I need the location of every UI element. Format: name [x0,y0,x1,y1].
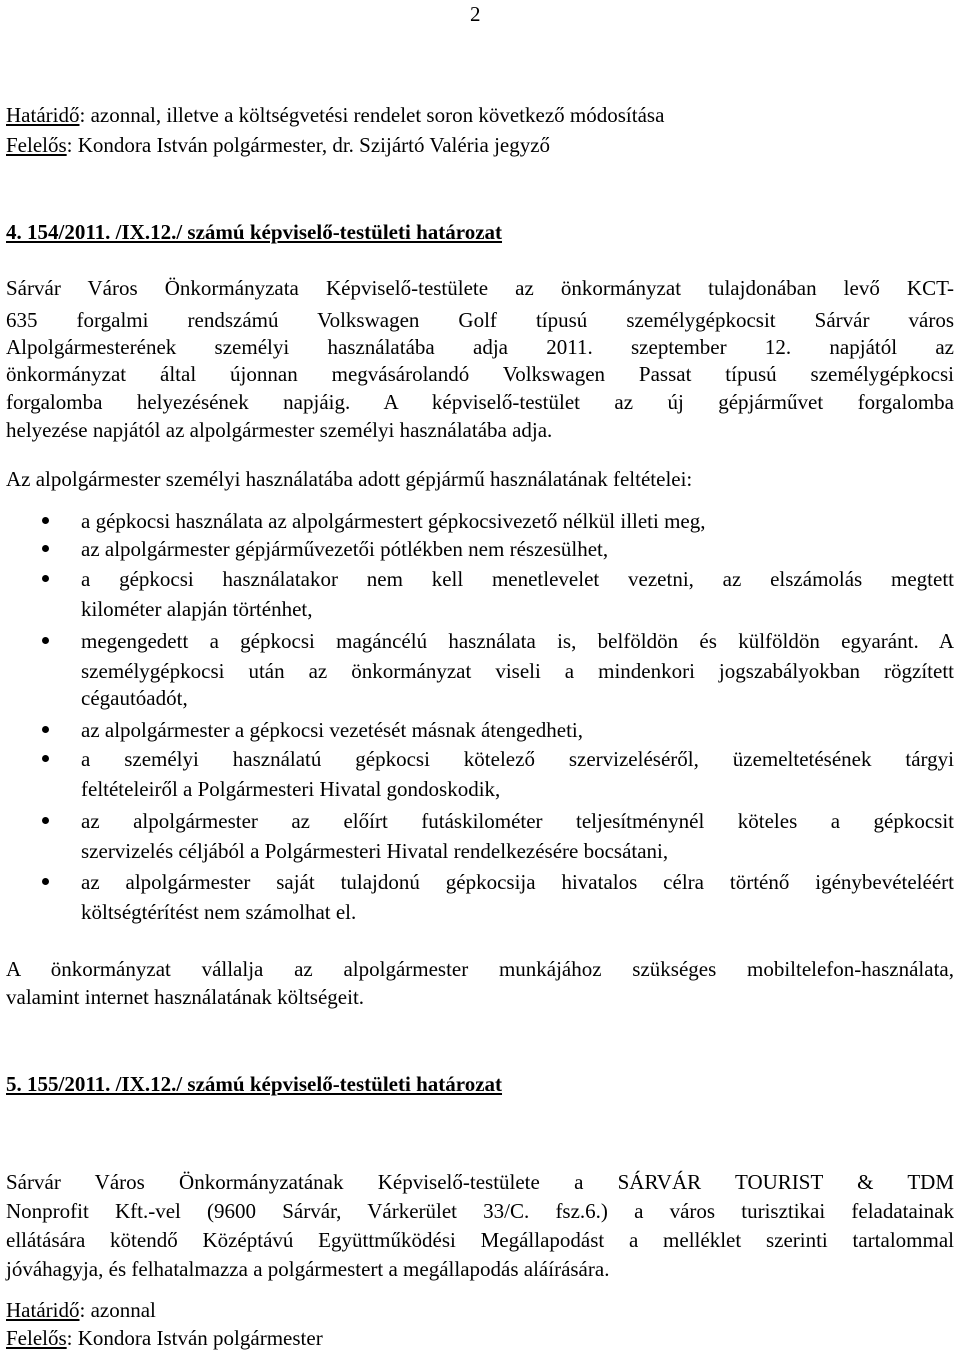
resolution-4-title: 4. 154/2011. /IX.12./ számú képviselő-testületi határozat [6,220,503,244]
responsible-label: Felelős [6,133,67,157]
res4-p1-line: Alpolgármesterének személyi használatába adja 2011. szeptember 12. napjától az [6,335,954,359]
bullet-dot [42,517,49,524]
bullet-text: az alpolgármester gépjárművezetői pótlékben nem részesülhet, [81,537,609,561]
res5-deadline-label: Határidő [6,1298,80,1322]
responsible-line [6,133,550,157]
bullet-text: személygépkocsi után az önkormányzat viseli a mindenkori jogszabályokban rögzített [81,659,954,683]
res4-p2-line: valamint internet használatának költségeit. [6,985,365,1009]
deadline-line [6,103,664,127]
bullet-dot [42,545,49,552]
bullet-dot [42,726,49,733]
page-number: 2 [470,2,481,26]
bullet-dot [42,637,49,644]
res4-p1-line: 635 forgalmi rendszámú Volkswagen Golf típusú személygépkocsit Sárvár város [6,308,954,332]
bullet-text: cégautóadót, [81,686,188,710]
bullet-dot [42,878,49,885]
res5-deadline [6,1298,156,1322]
res5-p1-line: jóváhagyja, és felhatalmazza a polgármestert a megállapodás aláírására. [6,1257,610,1281]
bullet-text: költségtérítést nem számolhat el. [81,900,357,924]
bullet-dot [42,817,49,824]
res5-responsible [6,1326,323,1350]
res4-p2-line: A önkormányzat vállalja az alpolgármester munkájához szükséges mobiltelefon-használata, [6,957,954,981]
bullet-text: a gépkocsi használata az alpolgármestert gépkocsivezető nélkül illeti meg, [81,509,706,533]
bullet-dot [42,755,49,762]
deadline-text: : azonnal, illetve a költségvetési rendelet soron következő módosítása [79,103,665,127]
res4-p1-line: forgalomba helyezésének napjáig. A képviselő-testület az új gépjárművet forgalomba [6,390,954,414]
bullet-text: szervizelés céljából a Polgármesteri Hivatal rendelkezésére bocsátani, [81,839,669,863]
res5-deadline-text: : azonnal [79,1298,156,1322]
bullet-text: megengedett a gépkocsi magáncélú használata is, belföldön és külföldön egyaránt. A [81,629,954,653]
bullet-text: az alpolgármester a gépkocsi vezetését másnak átengedheti, [81,718,584,742]
responsible-text: : Kondora István polgármester, dr. Szijártó Valéria jegyző [66,133,551,157]
res5-responsible-text: : Kondora István polgármester [66,1326,323,1350]
bullet-text: feltételeiről a Polgármesteri Hivatal gondoskodik, [81,777,501,801]
conditions-intro: Az alpolgármester személyi használatába adott gépjármű használatának feltételei: [6,467,693,491]
bullet-text: a gépkocsi használatakor nem kell menetlevelet vezetni, az elszámolás megtett [81,567,954,591]
res5-p1-line: Sárvár Város Önkormányzatának Képviselő-testülete a SÁRVÁR TOURIST & TDM [6,1170,954,1194]
bullet-text: az alpolgármester az előírt futáskilométer teljesítménynél köteles a gépkocsit [81,809,954,833]
res5-p1-line: Nonprofit Kft.-vel (9600 Sárvár, Várkerület 33/C. fsz.6.) a város turisztikai feladatainak [6,1199,954,1223]
bullet-text: kilométer alapján történhet, [81,597,313,621]
res5-p1-line: ellátására kötendő Középtávú Együttműködési Megállapodást a melléklet szerinti tartalommal [6,1228,954,1252]
bullet-text: az alpolgármester saját tulajdonú gépkocsija hivatalos célra történő igénybevételéért [81,870,954,894]
res4-p1-line: Sárvár Város Önkormányzata Képviselő-testülete az önkormányzat tulajdonában levő KCT- [6,276,954,300]
res5-responsible-label: Felelős [6,1326,67,1350]
res4-p1-line: önkormányzat által újonnan megvásárolandó Volkswagen Passat típusú személygépkocsi [6,362,954,386]
bullet-text: a személyi használatú gépkocsi kötelező szervizeléséről, üzemeltetésének tárgyi [81,747,954,771]
bullet-dot [42,575,49,582]
resolution-5-title: 5. 155/2011. /IX.12./ számú képviselő-testületi határozat [6,1072,503,1096]
deadline-label: Határidő [6,103,80,127]
res4-p1-line: helyezése napjától az alpolgármester személyi használatába adja. [6,418,553,442]
